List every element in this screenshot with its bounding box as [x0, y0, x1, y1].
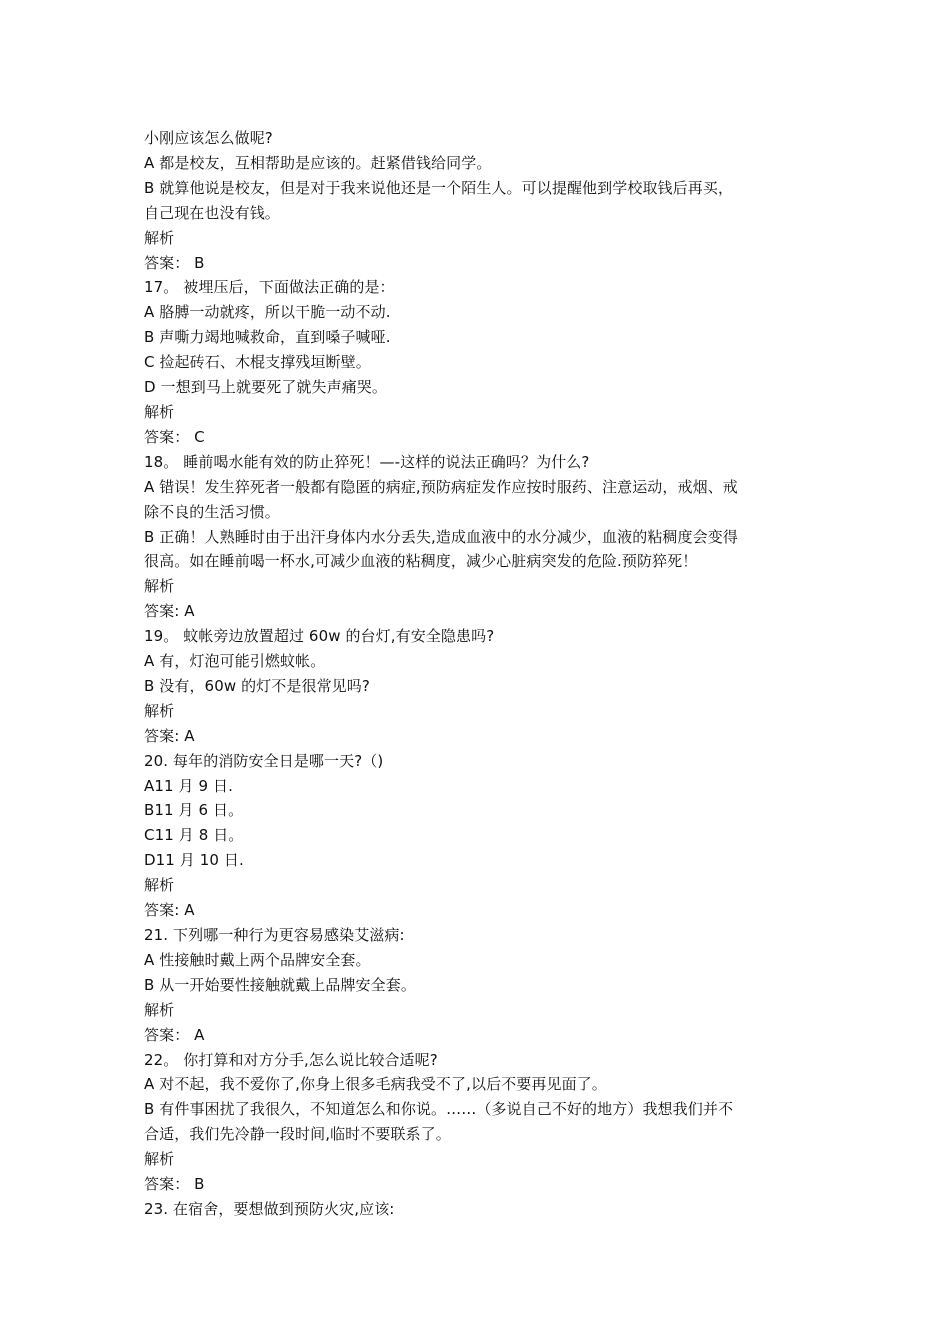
text-line: 18。 睡前喝水能有效的防止猝死！—-这样的说法正确吗？为什么?: [144, 452, 590, 471]
text-line: 22。 你打算和对方分手,怎么说比较合适呢?: [144, 1050, 438, 1069]
text-line: D11 月 10 日.: [144, 851, 244, 870]
document-body: [144, 126, 812, 1222]
text-line: C 捡起砖石、木棍支撑残垣断壁。: [144, 353, 371, 372]
text-line: 20. 每年的消防安全日是哪一天?（): [144, 751, 384, 770]
text-line: 解析: [144, 876, 175, 895]
text-line: 合适，我们先冷静一段时间,临时不要联系了。: [144, 1125, 451, 1144]
text-line: 23. 在宿舍，要想做到预防火灾,应该:: [144, 1199, 395, 1218]
text-line: 答案： B: [144, 253, 205, 272]
text-line: 自己现在也没有钱。: [144, 203, 280, 222]
text-line: 答案: A: [144, 901, 195, 920]
text-line: D 一想到马上就要死了就失声痛哭。: [144, 378, 388, 397]
text-line: B 没有，60w 的灯不是很常见吗?: [144, 676, 370, 695]
text-line: A 性接触时戴上两个品牌安全套。: [144, 950, 371, 969]
text-line: 答案: A: [144, 726, 195, 745]
text-line: 小刚应该怎么做呢?: [144, 129, 273, 147]
text-line: 21. 下列哪一种行为更容易感染艾滋病:: [144, 926, 405, 944]
text-line: A 胳膊一动就疼，所以干脆一动不动.: [144, 303, 391, 322]
text-line: A 都是校友，互相帮助是应该的。赶紧借钱给同学。: [144, 153, 492, 172]
text-line: A 有，灯泡可能引燃蚊帐。: [144, 652, 326, 671]
text-line: 答案： C: [144, 427, 205, 446]
text-line: 解析: [144, 577, 175, 596]
text-line: B 声嘶力竭地喊救命，直到嗓子喊哑.: [144, 328, 391, 347]
text-line: 答案: A: [144, 602, 195, 621]
text-line: C11 月 8 日。: [144, 826, 244, 845]
text-line: 解析: [144, 228, 175, 247]
text-line: B 正确！人熟睡时由于出汗身体内水分丢失,造成血液中的水分减少，血液的粘稠度会变得: [144, 527, 738, 546]
text-line: 解析: [144, 701, 175, 720]
text-line: 除不良的生活习惯。: [144, 502, 280, 521]
text-line: B 有件事困扰了我很久，不知道怎么和你说。……（多说自己不好的地方）我想我们并不: [144, 1100, 734, 1119]
text-line: 很高。如在睡前喝一杯水,可减少血液的粘稠度，减少心脏病突发的危险.预防猝死！: [144, 552, 698, 571]
text-line: A11 月 9 日.: [144, 776, 233, 795]
text-line: A 对不起，我不爱你了,你身上很多毛病我受不了,以后不要再见面了。: [144, 1075, 607, 1094]
text-line: 解析: [144, 1150, 175, 1169]
text-line: 17。 被埋压后，下面做法正确的是：: [144, 278, 395, 297]
text-line: 解析: [144, 1000, 175, 1019]
text-line: B 就算他说是校友，但是对于我来说他还是一个陌生人。可以提醒他到学校取钱后再买，: [144, 178, 734, 197]
text-line: B 从一开始要性接触就戴上品牌安全套。: [144, 975, 416, 994]
text-line: 答案： B: [144, 1175, 205, 1194]
text-line: A 错误！发生猝死者一般都有隐匿的病症,预防病症发作应按时服药、注意运动，戒烟、戒: [144, 477, 738, 496]
text-line: 19。 蚊帐旁边放置超过 60w 的台灯,有安全隐患吗?: [144, 627, 495, 646]
text-line: 解析: [144, 402, 175, 421]
text-line: B11 月 6 日。: [144, 801, 244, 820]
text-line: 答案： A: [144, 1025, 205, 1044]
